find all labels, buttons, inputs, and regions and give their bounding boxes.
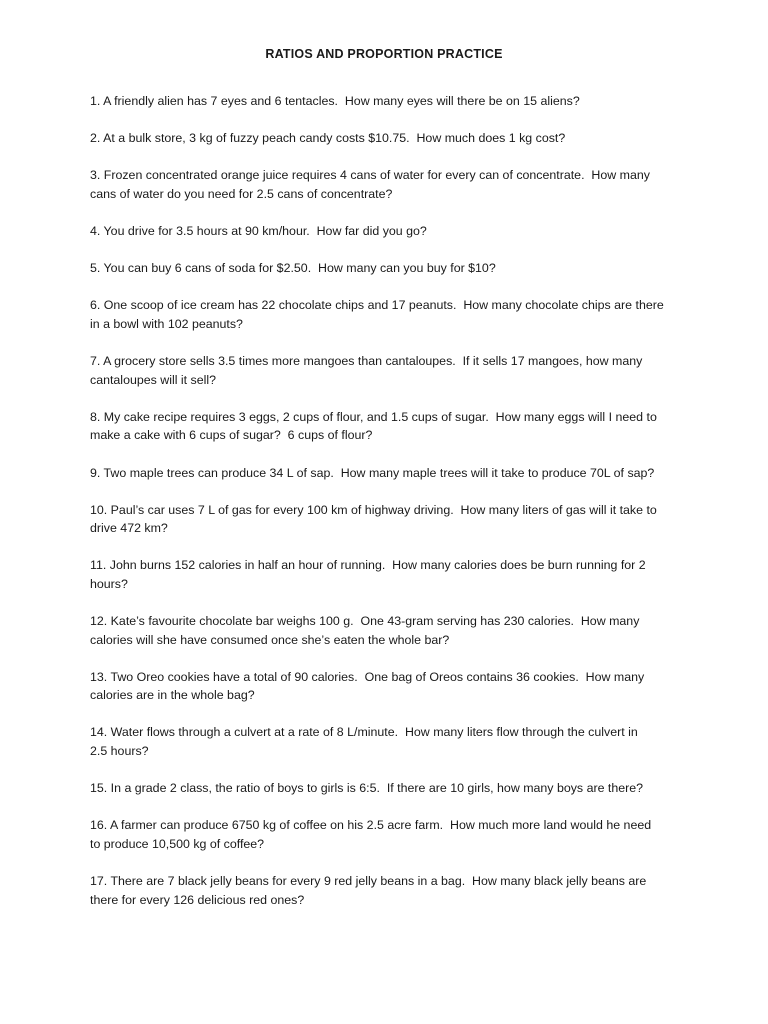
question-list — [90, 92, 690, 928]
question-1: 1. A friendly alien has 7 eyes and 6 tentacles. How many eyes will there be on 15 aliens? — [90, 94, 580, 108]
question-14: 14. Water flows through a culvert at a rate of 8 L/minute. How many liters flow through the culvert in 2.5 hours? — [90, 725, 638, 758]
question-13: 13. Two Oreo cookies have a total of 90 calories. One bag of Oreos contains 36 cookies. How many calories are in the whole bag? — [90, 669, 645, 703]
question-7: 7. A grocery store sells 3.5 times more mangoes than cantaloupes. If it sells 17 mangoes, how many cantaloupes will it sell? — [90, 354, 643, 387]
question-5: 5. You can buy 6 cans of soda for $2.50. How many can you buy for $10? — [90, 261, 496, 276]
question-10: 10. Paul’s car uses 7 L of gas for every 100 km of highway driving. How many liters of gas will it take to drive 472 km? — [90, 502, 657, 536]
question-8: 8. My cake recipe requires 3 eggs, 2 cups of flour, and 1.5 cups of sugar. How many eggs will I need to make a cake with 6 cups of sugar? 6 cups of flour? — [90, 409, 657, 443]
question-17: 17. There are 7 black jelly beans for every 9 red jelly beans in a bag. How many black jelly beans are there for every 126 delicious red ones? — [90, 874, 647, 907]
question-2: 2. At a bulk store, 3 kg of fuzzy peach candy costs $10.75. How much does 1 kg cost? — [90, 131, 566, 146]
question-6: 6. One scoop of ice cream has 22 chocolate chips and 17 peanuts. How many chocolate chips are there in a bowl with 102 peanuts? — [90, 298, 664, 331]
question-12: 12. Kate’s favourite chocolate bar weighs 100 g. One 43-gram serving has 230 calories. How many calories will she have consumed once she’s eaten the whole bar? — [90, 614, 640, 647]
question-11: 11. John burns 152 calories in half an hour of running. How many calories does be burn running for 2 hours? — [90, 558, 646, 591]
question-15: 15. In a grade 2 class, the ratio of boys to girls is 6:5. If there are 10 girls, how many boys are there? — [90, 781, 644, 796]
worksheet-title: RATIOS AND PROPORTION PRACTICE — [265, 47, 503, 61]
question-3: 3. Frozen concentrated orange juice requires 4 cans of water for every can of concentrate. How many cans of water do you need for 2.5 cans of concentrate? — [90, 168, 650, 201]
question-9: 9. Two maple trees can produce 34 L of sap. How many maple trees will it take to produce 70L of sap? — [90, 465, 655, 480]
question-16: 16. A farmer can produce 6750 kg of coffee on his 2.5 acre farm. How much more land would he need to produce 10,500 kg of coffee? — [90, 818, 652, 851]
question-4: 4. You drive for 3.5 hours at 90 km/hour. How far did you go? — [90, 224, 427, 239]
